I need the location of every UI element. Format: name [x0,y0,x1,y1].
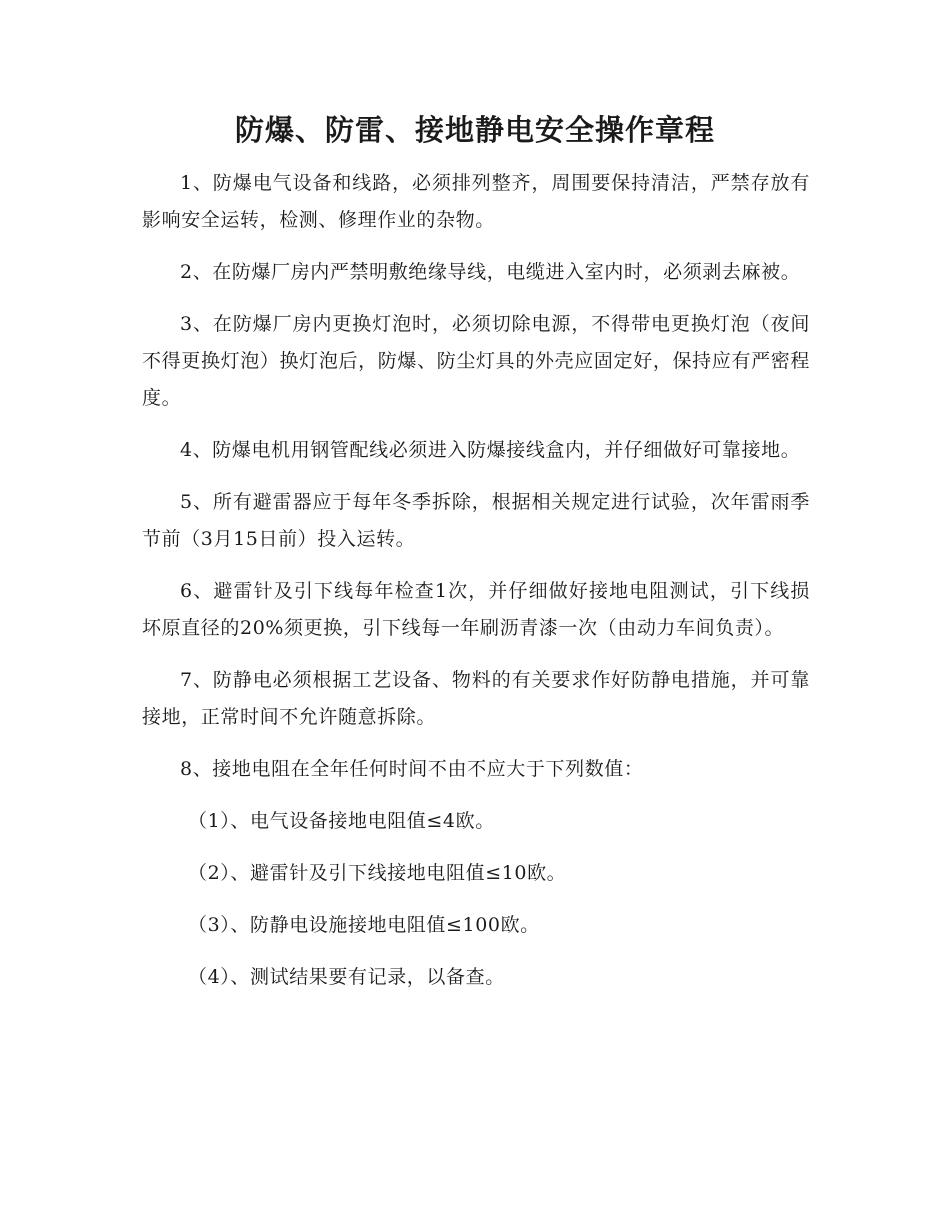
sub-item-3: （3）、防静电设施接地电阻值≤100欧。 [188,914,540,936]
sub-item-2: （2）、避雷针及引下线接地电阻值≤10欧。 [188,862,567,884]
paragraph-1: 1、防爆电气设备和线路，必须排列整齐，周围要保持清洁，严禁存放有影响安全运转，检测、修理作业的杂物。 [142,172,810,231]
paragraph-4: 4、防爆电机用钢管配线必须进入防爆接线盒内，并仔细做好可靠接地。 [180,439,801,461]
paragraph-3: 3、在防爆厂房内更换灯泡时，必须切除电源，不得带电更换灯泡（夜间不得更换灯泡）换灯泡后，防爆、防尘灯具的外壳应固定好，保持应有严密程度。 [142,313,810,409]
paragraph-7: 7、防静电必须根据工艺设备、物料的有关要求作好防静电措施，并可靠接地，正常时间不允许随意拆除。 [142,669,810,728]
paragraph-5: 5、所有避雷器应于每年冬季拆除，根据相关规定进行试验，次年雷雨季节前（3月15日前）投入运转。 [142,491,810,550]
paragraph-2: 2、在防爆厂房内严禁明敷绝缘导线，电缆进入室内时，必须剥去麻被。 [180,261,801,283]
paragraph-6: 6、避雷针及引下线每年检查1次，并仔细做好接地电阻测试，引下线损坏原直径的20%须更换，引下线每一年刷沥青漆一次（由动力车间负责）。 [142,580,810,639]
sub-item-4: （4）、测试结果要有记录，以备查。 [188,966,505,988]
document-body [142,165,810,996]
document-title: 防爆、防雷、接地静电安全操作章程 [234,113,715,147]
sub-item-1: （1）、电气设备接地电阻值≤4欧。 [188,810,495,832]
paragraph-8: 8、接地电阻在全年任何时间不由不应大于下列数值： [180,758,644,780]
